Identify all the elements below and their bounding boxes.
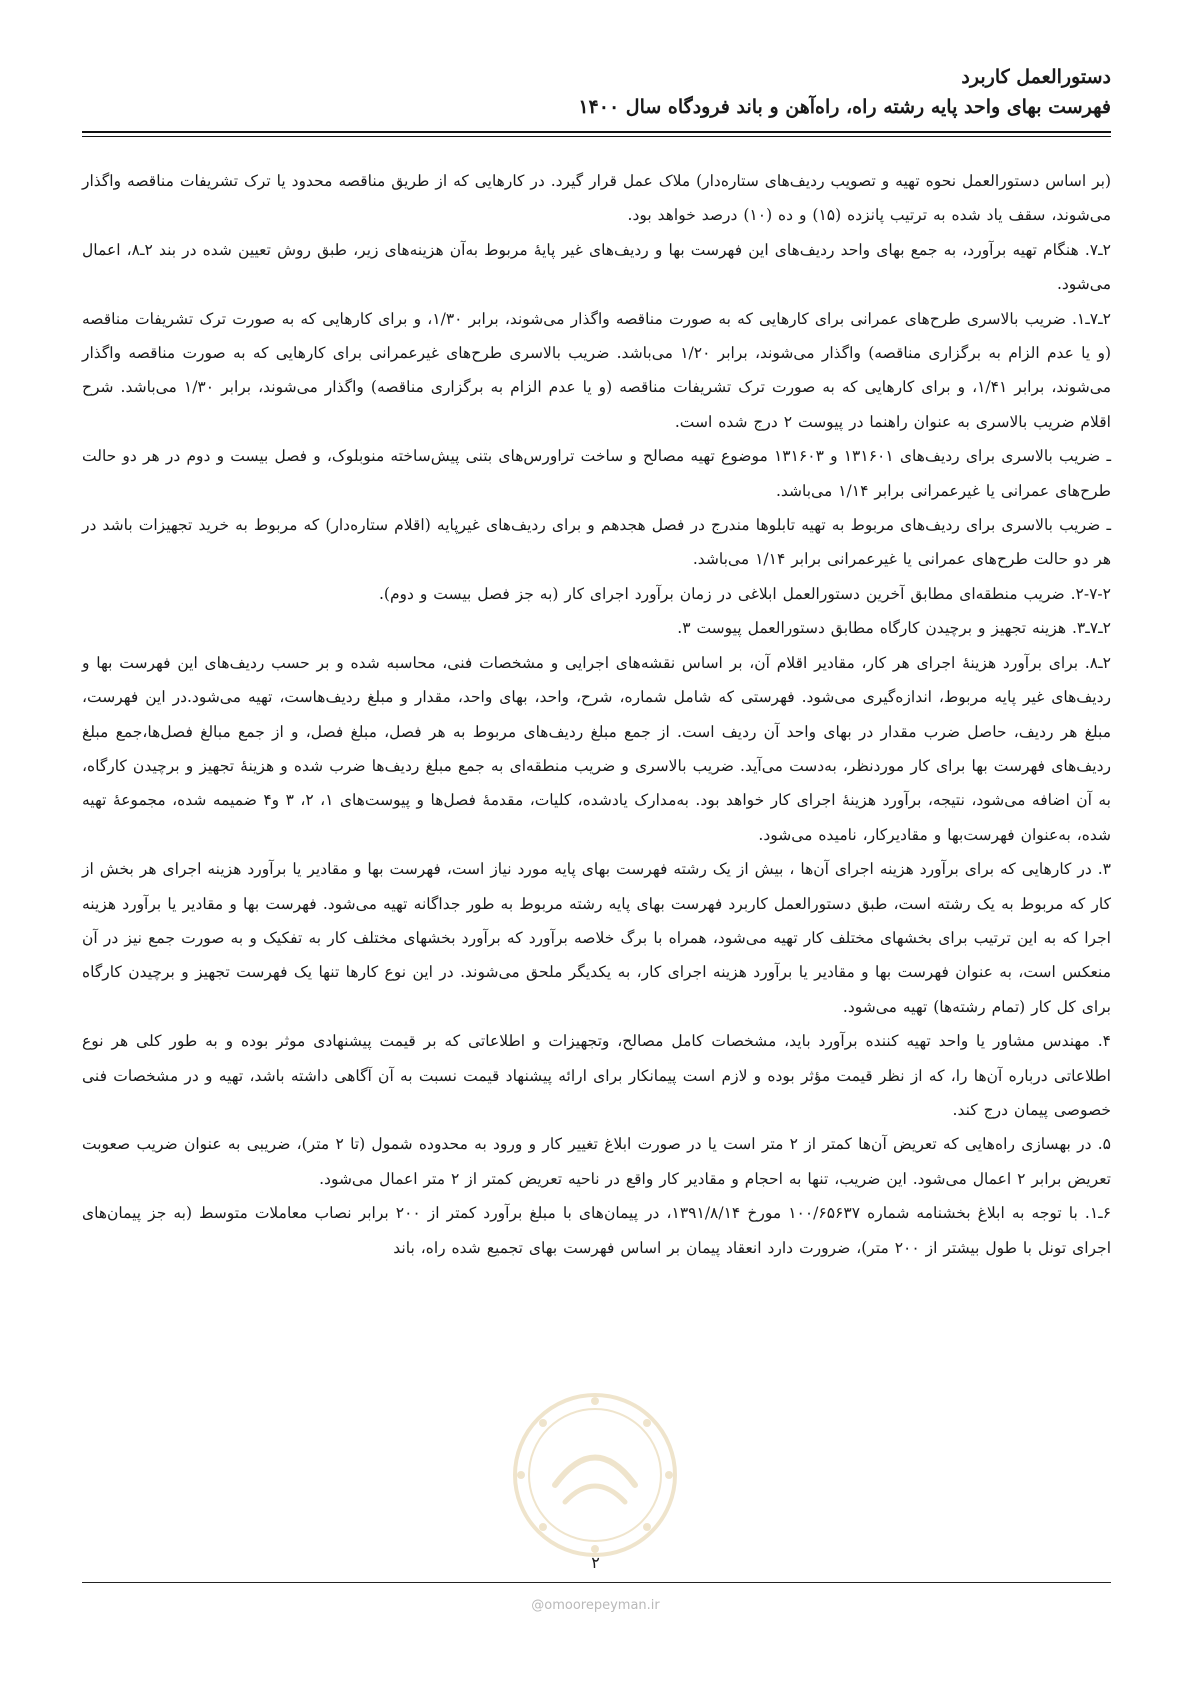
paragraph-2-7-2: ۲-۷-۲. ضریب منطقه‌ای مطابق آخرین دستورالعمل ابلاغی در زمان برآورد اجرای کار (به جز فصل بیست و دوم). — [378, 584, 1111, 603]
body-text — [82, 164, 1111, 1265]
paragraph-3: ۳. در کارهایی که برای برآورد هزینه اجرای آن‌ها ، بیش از یک رشته فهرست بهای پایه مورد نیاز است، فهرست بها و مقادیر یا برآورد هزینه اجرای هر بخش از کار که مربوط به یک رشته است، طبق دستورالعمل کاربرد فهرست بهای پایه رشته مربوط به طور جداگانه تهیه می‌شود. فهرست بها و مقادیر یا برآورد هزینه اجرا که به این ترتیب برای بخشهای مختلف کار تهیه می‌شود، همراه با برگ خلاصه برآورد که برآورد بخشهای مختلف کار به تفکیک و به صورت جمع نیز در آن منعکس است، به عنوان فهرست بها و مقادیر یا برآورد هزینه اجرای کار، به یکدیگر ملحق می‌شوند. در این نوع کارها تنها یک فهرست تجهیز و برچیدن کارگاه برای کل کار (تمام رشته‌ها) تهیه می‌شود. — [82, 860, 1111, 1016]
paragraph-2-7: ۲ـ۷. هنگام تهیه برآورد، به جمع بهای واحد ردیف‌های این فهرست بها و ردیف‌های غیر پایهٔ مربوط به‌آن هزینه‌های زیر، طبق روش تعیین شده در بند ۲ـ۸، اعمال می‌شود. — [82, 240, 1111, 294]
paragraph-2-7-3: ۲ـ۷ـ۳. هزینه تجهیز و برچیدن کارگاه مطابق دستورالعمل پیوست ۳. — [677, 619, 1111, 638]
page-header — [82, 62, 1111, 122]
header-title-line1: دستورالعمل کاربرد — [961, 66, 1111, 88]
paragraph-overhead-ceiling: (بر اساس دستورالعمل نحوه تهیه و تصویب ردیف‌های ستاره‌دار) ملاک عمل قرار گیرد. در کارهایی که از طریق مناقصه محدود یا ترک تشریفات مناقصه واگذار می‌شوند، سقف یاد شده به ترتیب پانزده (۱۵) و ده (۱۰) درصد خواهد بود. — [82, 172, 1111, 225]
paragraph-5: ۵. در بهسازی راه‌هایی که تعریض آن‌ها کمتر از ۲ متر است یا در صورت ابلاغ تغییر کار و ورود به محدوده شمول (تا ۲ متر)، ضریبی به عنوان ضریب صعوبت تعریض برابر ۲ اعمال می‌شود. این ضریب، تنها به احجام و مقادیر کار واقع در ناحیه تعریض کمتر از ۲ متر اعمال می‌شود. — [82, 1135, 1111, 1188]
paragraph-overhead-signs: ـ ضریب بالاسری برای ردیف‌های مربوط به تهیه تابلوها مندرج در فصل هجدهم و برای ردیف‌های غیرپایه (اقلام ستاره‌دار) که مربوط به خرید تجهیزات باشد در هر دو حالت طرح‌های عمرانی یا غیرعمرانی برابر ۱/۱۴ می‌باشد. — [82, 516, 1111, 569]
paragraph-4: ۴. مهندس مشاور یا واحد تهیه کننده برآورد باید، مشخصات کامل مصالح، وتجهیزات و اطلاعاتی که بر قیمت پیشنهادی موثر بوده و به طور کلی هر نوع اطلاعاتی درباره آن‌ها را، که از نظر قیمت مؤثر بوده و لازم است پیمانکار برای ارائه پیشنهاد قیمت نسبت به آن آگاهی داشته باشد، تهیه و در مشخصات فنی خصوصی پیمان درج کند. — [82, 1032, 1111, 1119]
page-number: ۲ — [591, 1553, 600, 1572]
paragraph-overhead-sleepers: ـ ضریب بالاسری برای ردیف‌های ۱۳۱۶۰۱ و ۱۳۱۶۰۳ موضوع تهیه مصالح و ساخت تراورس‌های بتنی پیش‌ساخته منوبلوک، و فصل بیست و دوم در هر دو حالت طرح‌های عمرانی یا غیرعمرانی برابر ۱/۱۴ می‌باشد. — [82, 447, 1111, 500]
header-rule-thin — [82, 136, 1111, 137]
footer-rule — [82, 1582, 1111, 1583]
header-rule-thick — [82, 131, 1111, 133]
watermark-text: @omoorepeyman.ir — [531, 1598, 660, 1613]
paragraph-2-8: ۲ـ۸. برای برآورد هزینهٔ اجرای هر کار، مقادیر اقلام آن، بر اساس نقشه‌های اجرایی و مشخصات فنی، محاسبه شده و بر حسب ردیف‌های این فهرست بها و ردیف‌های غیر پایه مربوط، اندازه‌گیری می‌شود. فهرستی که شامل شماره، شرح، واحد، بهای واحد، مقدار و مبلغ ردیف‌هاست، تهیه می‌شود.در این فهرست، مبلغ هر ردیف، حاصل ضرب مقدار در بهای واحد آن ردیف است. از جمع مبلغ ردیف‌های مربوط به هر فصل، مبلغ فصل، و از جمع مبالغ فصل‌ها،جمع مبلغ ردیف‌های فهرست بها برای کار موردنظر، به‌دست می‌آید. ضریب بالاسری و ضریب منطقه‌ای به جمع مبلغ ردیف‌ها ضرب شده و هزینهٔ تجهیز و برچیدن کارگاه، به آن اضافه می‌شود، نتیجه، برآورد هزینهٔ اجرای کار خواهد بود. به‌مدارک یادشده، کلیات، مقدمهٔ فصل‌ها و پیوست‌های ۱، ۲، ۳ و۴ ضمیمه شده، مجموعهٔ تهیه شده، به‌عنوان فهرست‌بها و مقادیرکار، نامیده می‌شود. — [82, 653, 1111, 844]
header-title-line2: فهرست بهای واحد پایه رشته راه، راه‌آهن و باند فرودگاه سال ۱۴۰۰ — [578, 96, 1111, 118]
paragraph-6-1: ۶ـ۱. با توجه به ابلاغ بخشنامه شماره ۱۰۰/۶۵۶۳۷ مورخ ۱۳۹۱/۸/۱۴، در پیمان‌های با مبلغ برآورد کمتر از ۲۰۰ برابر نصاب معاملات متوسط (به جز پیمان‌های اجرای تونل با طول بیشتر از ۲۰۰ متر)، ضرورت دارد انعقاد پیمان بر اساس فهرست بهای تجمیع شده راه، باند — [82, 1204, 1112, 1257]
watermark-seal-logo — [510, 1390, 680, 1560]
paragraph-2-7-1: ۲ـ۷ـ۱. ضریب بالاسری طرح‌های عمرانی برای کارهایی که به صورت مناقصه واگذار می‌شوند، برابر ۱/۳۰، و برای کارهایی که به صورت ترک تشریفات مناقصه (و یا عدم الزام به برگزاری مناقصه) واگذار می‌شوند، برابر ۱/۲۰ می‌باشد. ضریب بالاسری طرح‌های غیرعمرانی برای کارهایی که به صورت مناقصه واگذار می‌شوند، برابر ۱/۴۱، و برای کارهایی که به صورت ترک تشریفات مناقصه (و یا عدم الزام به برگزاری مناقصه) واگذار می‌شوند، برابر ۱/۳۰ می‌باشد. شرح اقلام ضریب بالاسری به عنوان راهنما در پیوست ۲ درج شده است. — [82, 309, 1111, 431]
